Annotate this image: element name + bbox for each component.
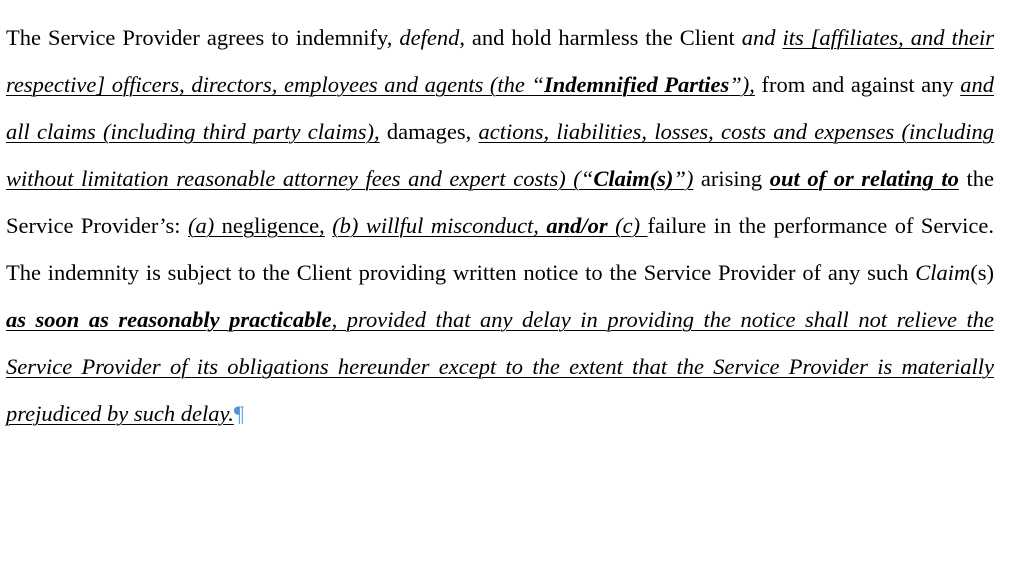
text-run: failure in the performance of Service. The indemnity is subject to the Client providing written notice to the Service Provider of any such bbox=[6, 213, 994, 285]
text-run: and all claims (including third party claims), bbox=[6, 72, 994, 144]
text-run: the Service Provider’s: bbox=[6, 166, 994, 238]
text-run: its [affiliates, and their respective] officers, directors, employees and agents (the “ bbox=[6, 25, 994, 97]
text-run: actions, liabilities, losses, costs and expenses (including without limitation reasonable attorney fees and expert costs) (“ bbox=[6, 119, 994, 191]
text-run: , provided that any delay in providing the notice shall not relieve the Service Provider of its obligations hereunder except to the extent that the Service Provider is materially prejudiced by such delay. bbox=[6, 307, 994, 426]
text-run: defend bbox=[399, 25, 460, 50]
text-run: Claim(s) bbox=[593, 166, 674, 191]
text-run: negligence, bbox=[214, 213, 325, 238]
text-run: (s) bbox=[970, 260, 994, 285]
text-run: (b) willful misconduct, bbox=[332, 213, 547, 238]
text-run: and bbox=[741, 25, 783, 50]
text-run: (a) bbox=[187, 213, 215, 238]
text-run: The Service Provider agrees to indemnify, bbox=[6, 25, 400, 50]
text-run: arising bbox=[693, 166, 770, 191]
text-run: ”), bbox=[729, 72, 755, 97]
text-run: as soon as reasonably practicable bbox=[6, 307, 332, 332]
text-run: damages, bbox=[379, 119, 479, 144]
text-run: Claim bbox=[915, 260, 971, 285]
text-run: out of or relating to bbox=[769, 166, 959, 191]
text-run: , and hold harmless the Client bbox=[459, 25, 742, 50]
indemnity-clause-paragraph[interactable] bbox=[6, 14, 994, 437]
text-run: Indemnified Parties bbox=[543, 72, 730, 97]
text-run: ”) bbox=[673, 166, 694, 191]
paragraph-mark: ¶ bbox=[233, 401, 245, 426]
text-run: from and against any bbox=[754, 72, 961, 97]
text-run: (c) bbox=[607, 213, 648, 238]
text-run: and/or bbox=[546, 213, 608, 238]
